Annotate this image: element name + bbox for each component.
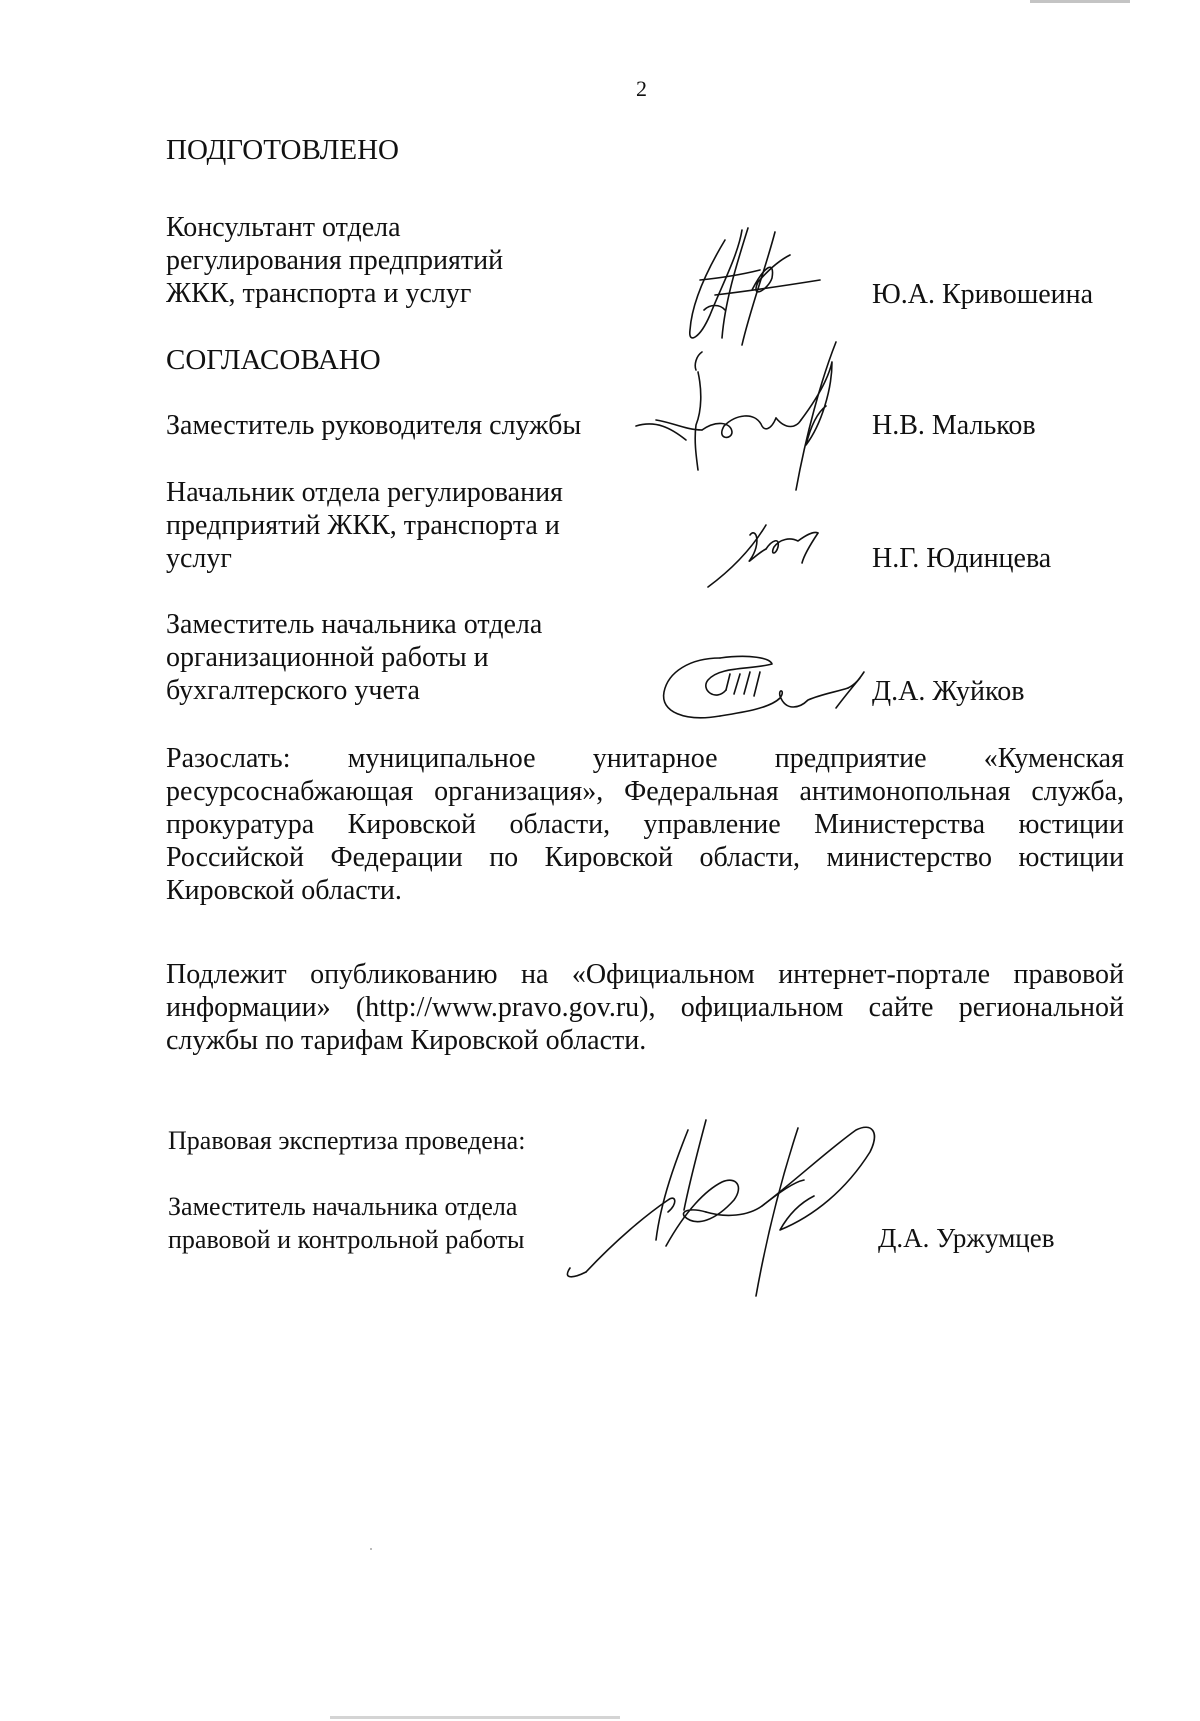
approved-heading: СОГЛАСОВАНО [166,344,381,376]
position-line: ЖКК, транспорта и услуг [166,278,472,309]
position-line: Консультант отдела [166,212,401,243]
approved-position: Заместитель руководителя службы [166,410,582,441]
approved-name: Н.В. Мальков [872,410,1036,441]
position-line: предприятий ЖКК, транспорта и [166,510,560,541]
position-line: Начальник отдела регулирования [166,477,563,508]
scan-artifact [330,1716,620,1719]
signature-1 [680,220,830,350]
signature-5 [566,1120,886,1320]
distribution-paragraph [166,742,1124,907]
distribution-line: Разослать: муниципальное унитарное предприятие «Куменская [166,743,1124,774]
approved-position [166,476,563,575]
signature-4 [660,650,870,730]
prepared-position [166,211,503,310]
position-line: услуг [166,543,232,574]
publication-paragraph [166,958,1124,1057]
scan-artifact [370,1548,372,1550]
legal-review-heading: Правовая экспертиза проведена: [168,1126,526,1155]
position-line: бухгалтерского учета [166,675,420,706]
position-line: организационной работы и [166,642,489,673]
position-line: Заместитель начальника отдела [168,1192,518,1221]
position-line: Заместитель начальника отдела [166,609,543,640]
approved-position [166,608,542,707]
publication-line: информации» (http://www.pravo.gov.ru), официальном сайте региональной [166,992,1124,1023]
signature-2 [636,340,876,500]
signature-3 [706,515,826,595]
approved-name: Н.Г. Юдинцева [872,543,1052,574]
distribution-line: Российской Федерации по Кировской области, министерство юстиции [166,842,1124,873]
distribution-line: Кировской области. [166,875,402,906]
publication-line: службы по тарифам Кировской области. [166,1025,647,1056]
legal-review-name: Д.А. Уржумцев [878,1223,1055,1253]
distribution-line: ресурсоснабжающая организация», Федеральная антимонопольная служба, [166,776,1124,807]
position-line: регулирования предприятий [166,245,504,276]
scan-artifact [1030,0,1130,3]
publication-line: Подлежит опубликованию на «Официальном интернет-портале правовой [166,959,1124,990]
page-number: 2 [636,76,647,101]
position-line: правовой и контрольной работы [168,1225,525,1254]
distribution-line: прокуратура Кировской области, управление Министерства юстиции [166,809,1124,840]
legal-review-position [168,1190,524,1256]
prepared-name: Ю.А. Кривошеина [872,279,1094,310]
approved-name: Д.А. Жуйков [872,676,1025,707]
prepared-heading: ПОДГОТОВЛЕНО [166,134,399,166]
